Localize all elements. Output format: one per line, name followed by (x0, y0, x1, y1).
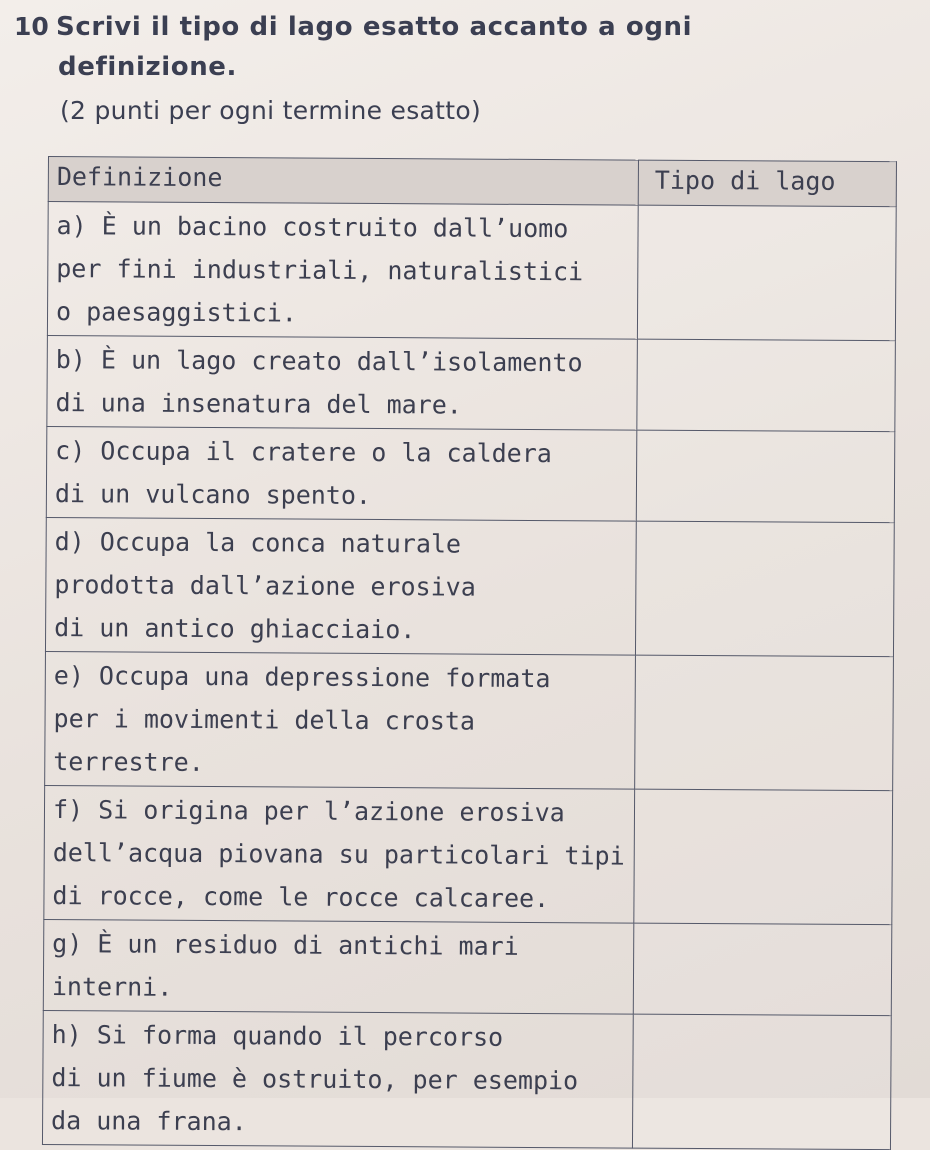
table-header-row (48, 157, 896, 207)
definition-text: e) Occupa una depressione formata per i movimenti della crosta terrestre. (53, 661, 551, 777)
instruction-text-1: Scrivi il tipo di lago esatto accanto a ogni (56, 12, 693, 42)
table-row (42, 1010, 891, 1149)
table-row (45, 517, 894, 656)
definition-cell (45, 517, 636, 655)
definition-cell (44, 785, 635, 923)
table-row (44, 785, 893, 924)
instruction-text-2: definizione. (58, 52, 238, 82)
definition-cell (43, 919, 634, 1014)
table-row (47, 335, 896, 431)
instruction-line-1 (14, 12, 692, 42)
answer-cell[interactable] (635, 655, 894, 791)
header-definition: Definizione (48, 157, 638, 206)
answer-cell[interactable] (632, 1014, 891, 1150)
answer-cell[interactable] (634, 789, 893, 925)
table-row (45, 651, 894, 790)
definition-text: c) Occupa il cratere o la caldera di un vulcano spento. (54, 436, 552, 510)
answer-cell[interactable] (633, 923, 892, 1016)
definitions-table (42, 156, 897, 1150)
exercise-number: 10 (14, 12, 49, 41)
definition-cell (47, 202, 638, 340)
table-row (43, 919, 892, 1015)
lake-types-table (42, 156, 896, 1137)
definition-cell (46, 426, 637, 521)
answer-cell[interactable] (636, 430, 895, 523)
header-lake-type: Tipo di lago (638, 160, 896, 207)
definition-text: h) Si forma quando il percorso di un fiume è ostruito, per esempio da una frana. (51, 1020, 579, 1137)
definition-cell (47, 335, 638, 430)
answer-cell[interactable] (637, 339, 896, 432)
answer-cell[interactable] (637, 205, 896, 341)
table-row (46, 426, 895, 522)
definition-text: d) Occupa la conca naturale prodotta dall’azione erosiva di un antico ghiacciaio. (54, 527, 476, 645)
definition-text: b) È un lago creato dall’isolamento di una insenatura del mare. (55, 345, 583, 420)
answer-cell[interactable] (635, 521, 894, 657)
points-note: (2 punti per ogni termine esatto) (60, 96, 482, 125)
definition-cell (42, 1010, 633, 1148)
definition-text: g) È un residuo di antichi mari interni. (51, 929, 519, 1002)
table-row (47, 202, 896, 341)
definition-text: a) È un bacino costruito dall’uomo per fini industriali, naturalistici o paesaggistici. (55, 211, 584, 328)
definition-text: f) Si origina per l’azione erosiva dell’acqua piovana su particolari tipi di rocce, come le rocce calcaree. (52, 795, 625, 914)
definition-cell (45, 651, 636, 789)
